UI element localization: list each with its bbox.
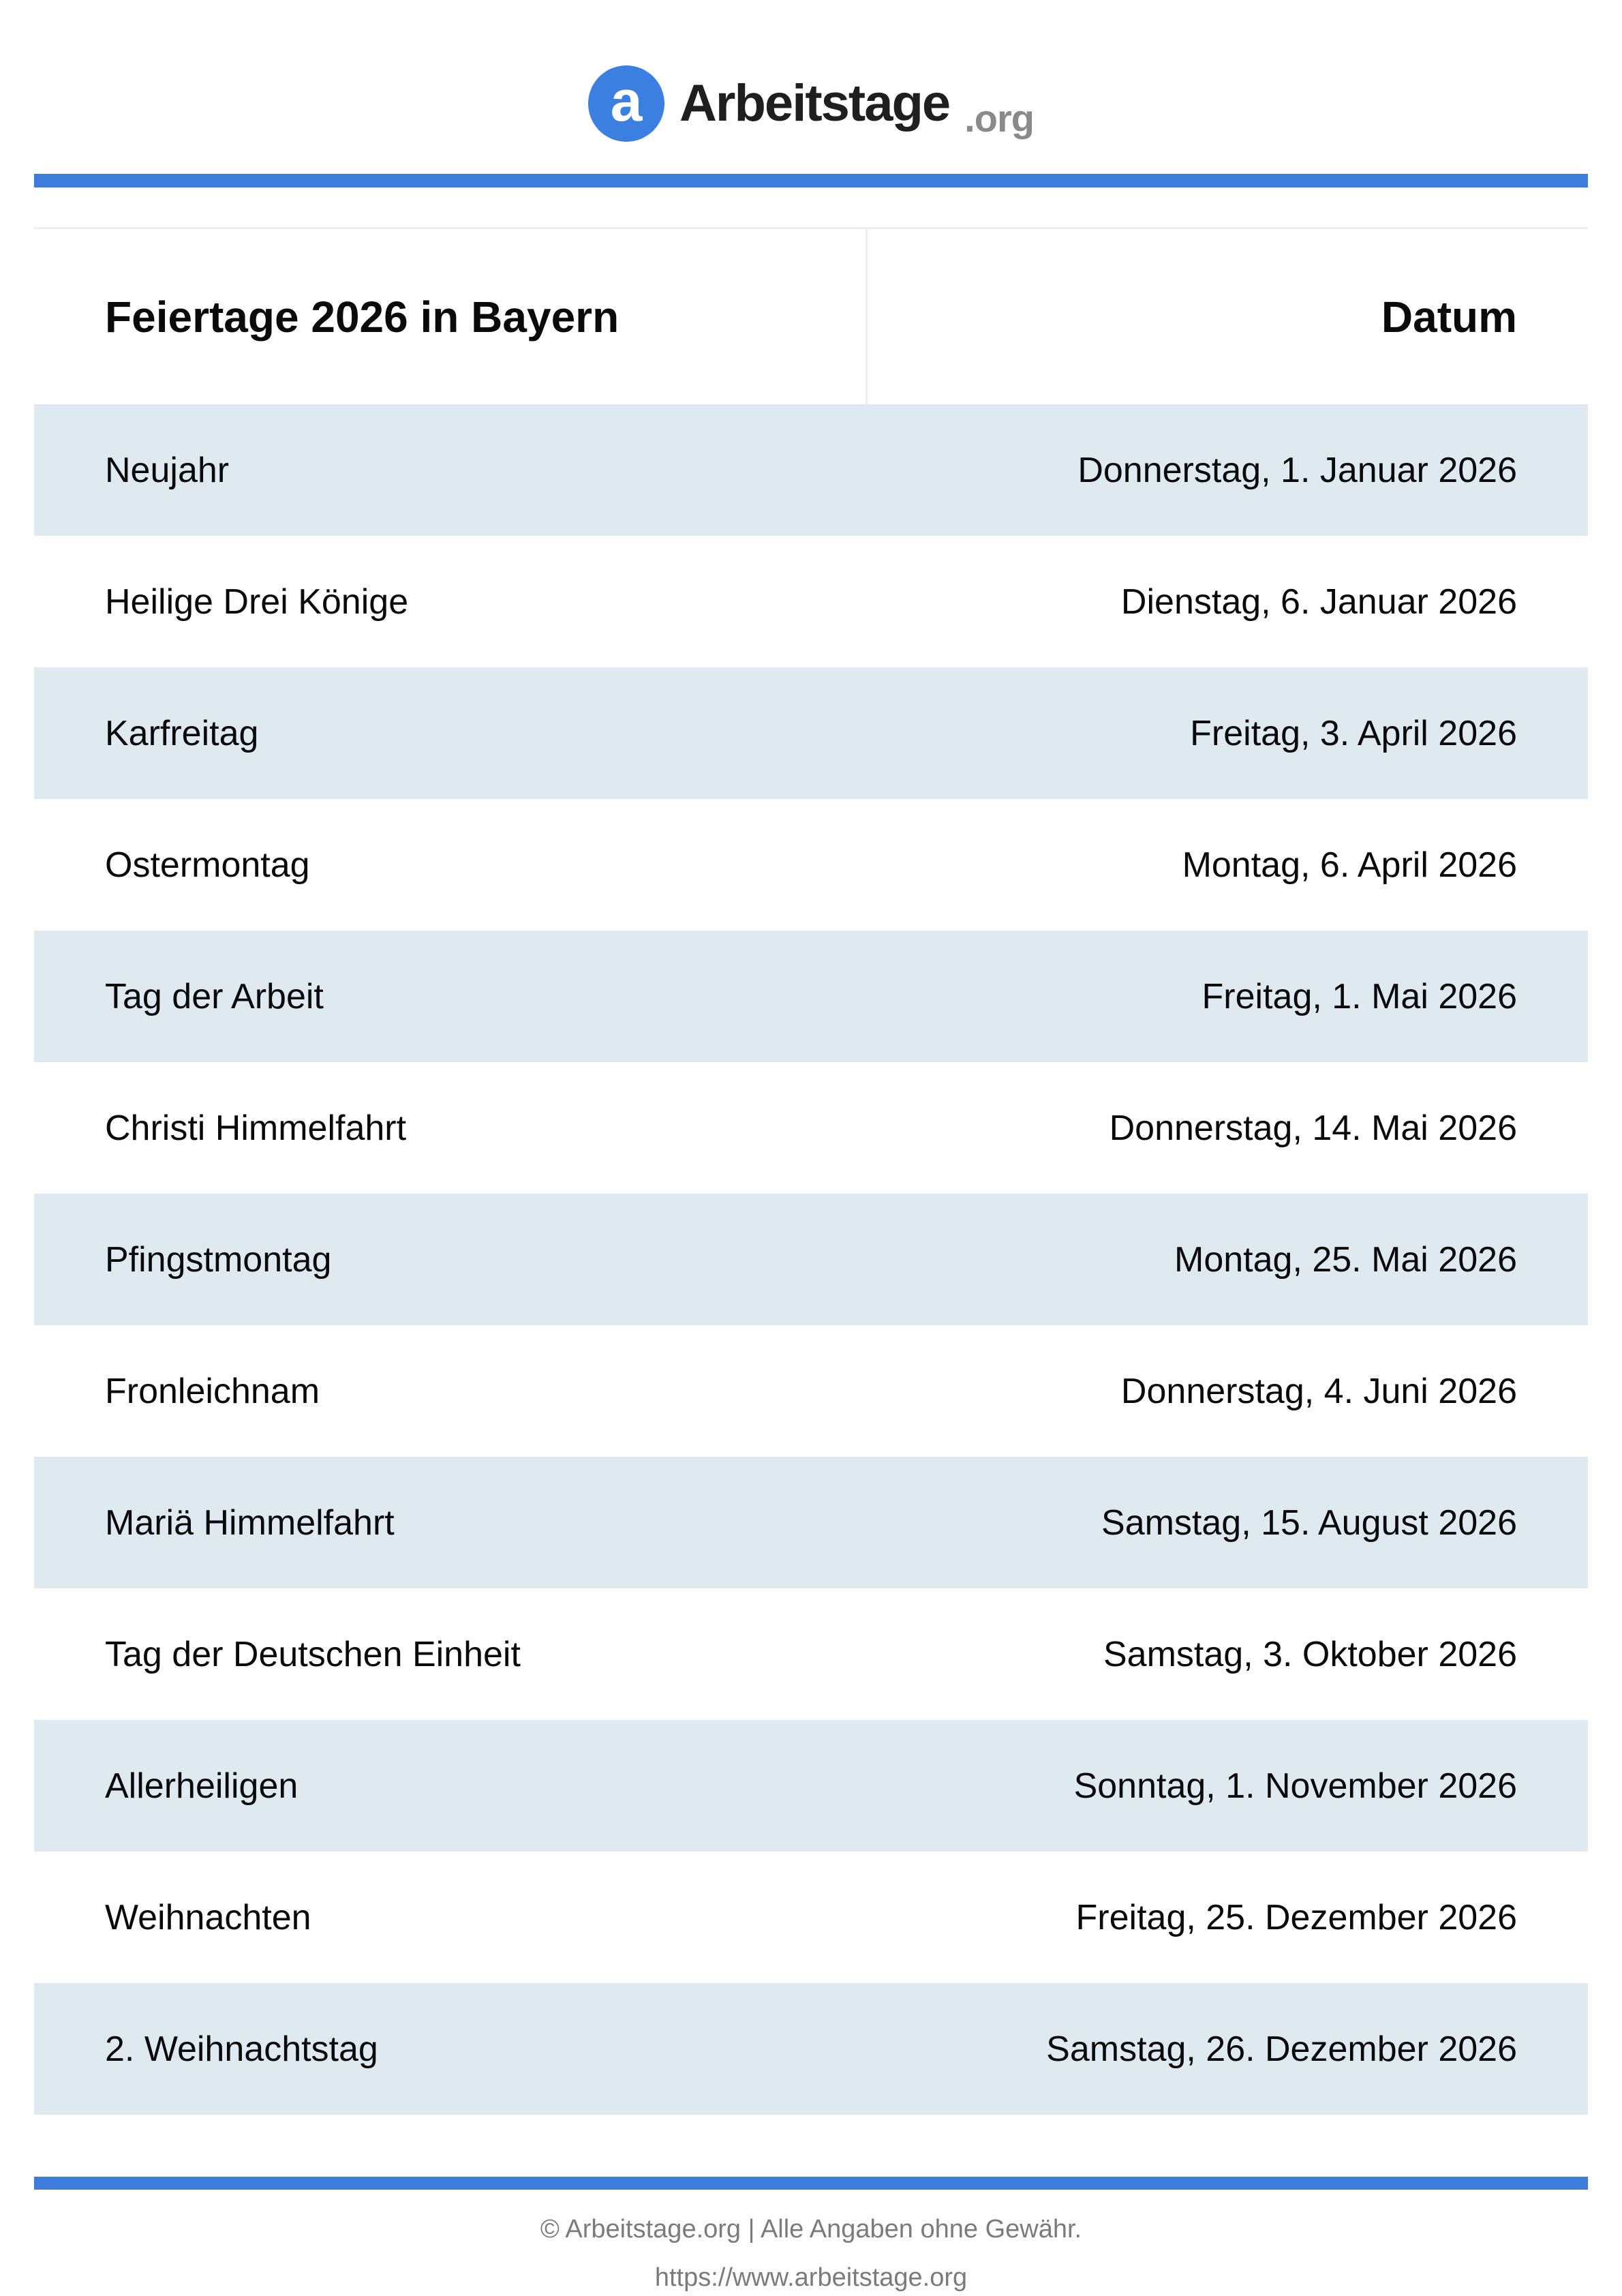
holiday-date: Montag, 25. Mai 2026 (1174, 1239, 1517, 1280)
bottom-accent-bar (34, 2177, 1588, 2190)
table-row (34, 1720, 1588, 1852)
holiday-name: Karfreitag (105, 713, 259, 753)
holiday-date: Sonntag, 1. November 2026 (1073, 1766, 1517, 1806)
table-row (34, 1457, 1588, 1588)
table-row (34, 1983, 1588, 2115)
holiday-date: Montag, 6. April 2026 (1182, 845, 1517, 885)
holiday-name: Tag der Deutschen Einheit (105, 1634, 521, 1674)
brand-text: Arbeitstage (679, 74, 950, 132)
holiday-date: Freitag, 25. Dezember 2026 (1075, 1897, 1517, 1937)
logo-a-glyph: a (610, 69, 643, 133)
holiday-name: Weihnachten (105, 1897, 311, 1937)
holiday-name: Heilige Drei Könige (105, 581, 409, 622)
arbeitstage-logo (0, 65, 1622, 142)
top-accent-bar (34, 174, 1588, 187)
holiday-date: Donnerstag, 1. Januar 2026 (1077, 450, 1517, 490)
date-column-header: Datum (1381, 292, 1517, 342)
table-row (34, 404, 1588, 536)
copyright-text: © Arbeitstage.org | Alle Angaben ohne Gewähr. (540, 2215, 1082, 2244)
holiday-name: 2. Weihnachtstag (105, 2029, 378, 2069)
table-row (34, 931, 1588, 1062)
table-row (34, 1852, 1588, 1983)
holiday-name: Mariä Himmelfahrt (105, 1502, 395, 1543)
holiday-name: Tag der Arbeit (105, 976, 324, 1016)
logo-a-icon (588, 65, 664, 142)
table-row (34, 1062, 1588, 1194)
holiday-name: Pfingstmontag (105, 1239, 332, 1280)
holiday-date: Freitag, 1. Mai 2026 (1202, 976, 1517, 1016)
table-row (34, 536, 1588, 667)
table-row (34, 1588, 1588, 1720)
table-row (34, 667, 1588, 799)
table-header-row (34, 229, 1588, 404)
holiday-date: Donnerstag, 14. Mai 2026 (1109, 1108, 1517, 1148)
holiday-date: Dienstag, 6. Januar 2026 (1120, 581, 1517, 622)
holiday-date: Samstag, 3. Oktober 2026 (1103, 1634, 1517, 1674)
holiday-name: Allerheiligen (105, 1766, 299, 1806)
holiday-name: Ostermontag (105, 845, 310, 885)
holiday-name: Neujahr (105, 450, 230, 490)
table-row (34, 1325, 1588, 1457)
table-title: Feiertage 2026 in Bayern (34, 229, 868, 404)
holiday-rows (34, 404, 1588, 2115)
holiday-name: Fronleichnam (105, 1371, 320, 1411)
holiday-date: Donnerstag, 4. Juni 2026 (1120, 1371, 1517, 1411)
site-url: https://www.arbeitstage.org (654, 2263, 968, 2292)
holidays-table (34, 227, 1588, 2115)
holiday-date: Freitag, 3. April 2026 (1190, 713, 1517, 753)
holiday-date: Samstag, 15. August 2026 (1101, 1502, 1517, 1543)
brand-suffix-text: .org (964, 97, 1034, 140)
table-row (34, 799, 1588, 931)
holiday-name: Christi Himmelfahrt (105, 1108, 407, 1148)
table-row (34, 1194, 1588, 1325)
holiday-date: Samstag, 26. Dezember 2026 (1046, 2029, 1517, 2069)
